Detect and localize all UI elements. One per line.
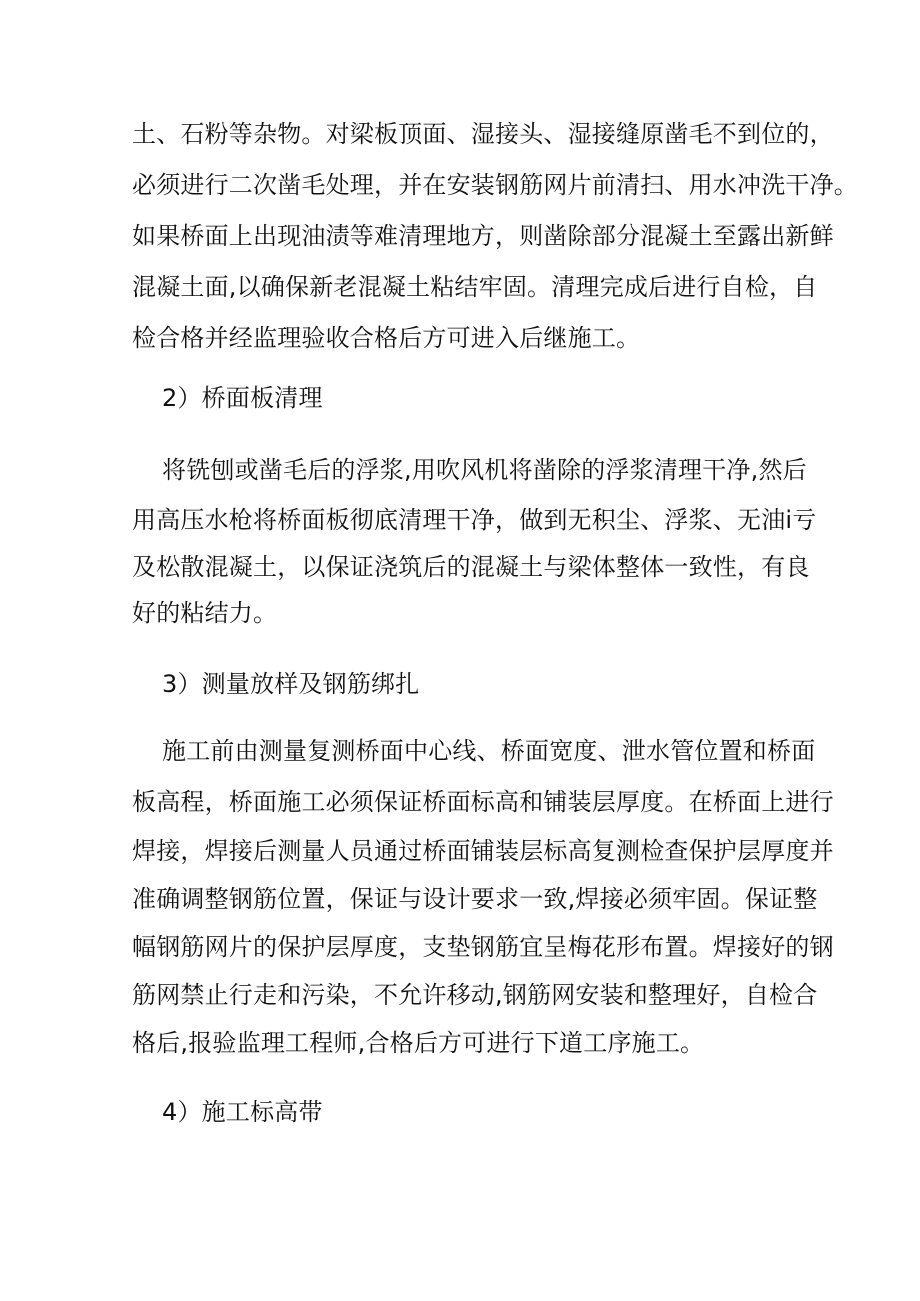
paragraph-line: 板高程，桥面施工必须保证桥面标高和铺装层厚度。在桥面上进行 bbox=[132, 788, 834, 816]
section-heading: 4）施工标高带 bbox=[162, 1098, 323, 1126]
paragraph-line: 准确调整钢筋位置，保证与设计要求一致,焊接必须牢固。保证整 bbox=[132, 885, 818, 913]
paragraph-line: 施工前由测量复测桥面中心线、桥面宽度、泄水管位置和桥面 bbox=[162, 737, 816, 765]
paragraph-line: 幅钢筋网片的保护层厚度，支垫钢筋宜呈梅花形布置。焊接好的钢 bbox=[132, 933, 834, 961]
paragraph-line: 用高压水枪将桥面板彻底清理干净，做到无积尘、浮浆、无油i亏 bbox=[132, 506, 817, 534]
paragraph-line: 如果桥面上出现油渍等难清理地方，则凿除部分混凝土至露出新鲜 bbox=[132, 222, 834, 250]
paragraph-line: 检合格并经监理验收合格后方可进入后继施工。 bbox=[132, 324, 641, 352]
paragraph-line: 混凝土面,以确保新老混凝土粘结牢固。清理完成后进行自检，自 bbox=[132, 273, 818, 301]
paragraph-line: 及松散混凝土，以保证浇筑后的混凝土与梁体整体一致性，有良 bbox=[132, 553, 810, 581]
section-heading: 2）桥面板清理 bbox=[162, 384, 323, 412]
section-heading: 3）测量放样及钢筋绑扎 bbox=[162, 670, 420, 698]
paragraph-line: 土、石粉等杂物。对梁板顶面、湿接头、湿接缝原凿毛不到位的， bbox=[132, 120, 834, 148]
paragraph-line: 焊接，焊接后测量人员通过桥面铺装层标高复测检查保护层厚度并 bbox=[132, 837, 834, 865]
paragraph-line: 将铣刨或凿毛后的浮浆,用吹风机将凿除的浮浆清理干净,然后 bbox=[162, 456, 807, 484]
paragraph-line: 必须进行二次凿毛处理，并在安装钢筋网片前清扫、用水冲洗干净。 bbox=[132, 171, 858, 199]
paragraph-line: 格后,报验监理工程师,合格后方可进行下道工序施工。 bbox=[132, 1029, 705, 1057]
paragraph-line: 好的粘结力。 bbox=[132, 599, 278, 627]
paragraph-line: 筋网禁止行走和污染，不允许移动,钢筋网安装和整理好，自检合 bbox=[132, 981, 818, 1009]
